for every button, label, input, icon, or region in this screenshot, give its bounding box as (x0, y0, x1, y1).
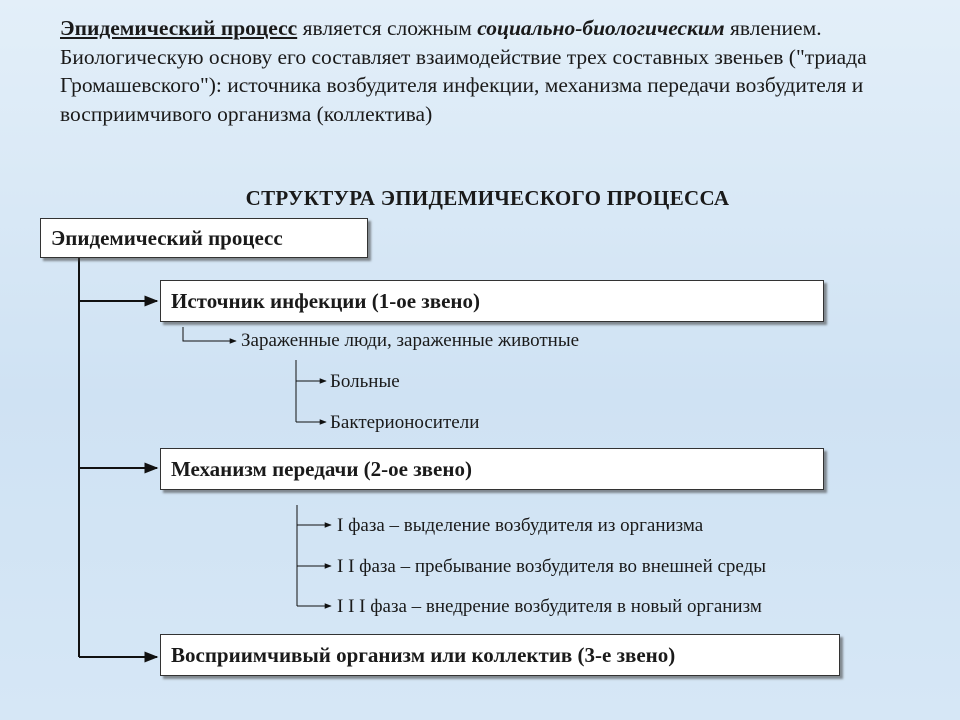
intro-emphasis: социально-биологическим (477, 16, 725, 40)
link-2-item-2: I I фаза – пребывание возбудителя во внешней среды (337, 556, 767, 577)
diagram-title: СТРУКТУРА ЭПИДЕМИЧЕСКОГО ПРОЦЕССА (245, 186, 730, 210)
link-1-item-2: Больные (330, 371, 400, 392)
link-1-box (160, 280, 824, 322)
link-2-item-1: I фаза – выделение возбудителя из организма (337, 515, 704, 536)
link-1-label: Источник инфекции (1-ое звено) (171, 289, 480, 313)
link-3-label: Восприимчивый организм или коллектив (3-е звено) (171, 643, 676, 667)
link-2-label: Механизм передачи (2-ое звено) (171, 457, 472, 481)
link-1-item-3: Бактерионосители (330, 412, 480, 433)
link-1-item-1: Зараженные люди, зараженные животные (241, 330, 580, 351)
intro-term: Эпидемический процесс (60, 16, 298, 40)
root-box (40, 218, 368, 258)
link-3-box (160, 634, 840, 676)
arrow-to-item-1-1 (183, 327, 236, 341)
link-2-box (160, 448, 824, 490)
link-2-item-3: I I I фаза – внедрение возбудителя в новый организм (337, 596, 762, 617)
intro-text-2: явлением. Биологическую основу его составляет взаимодействие трех составных звеньев ("триада Громашевского"): источника возбудителя инфекции, механизма передачи возбудителя и восприимчивого организма (коллектива) (60, 16, 867, 126)
root-label: Эпидемический процесс (51, 226, 283, 250)
intro-text-1: является сложным (297, 16, 478, 40)
